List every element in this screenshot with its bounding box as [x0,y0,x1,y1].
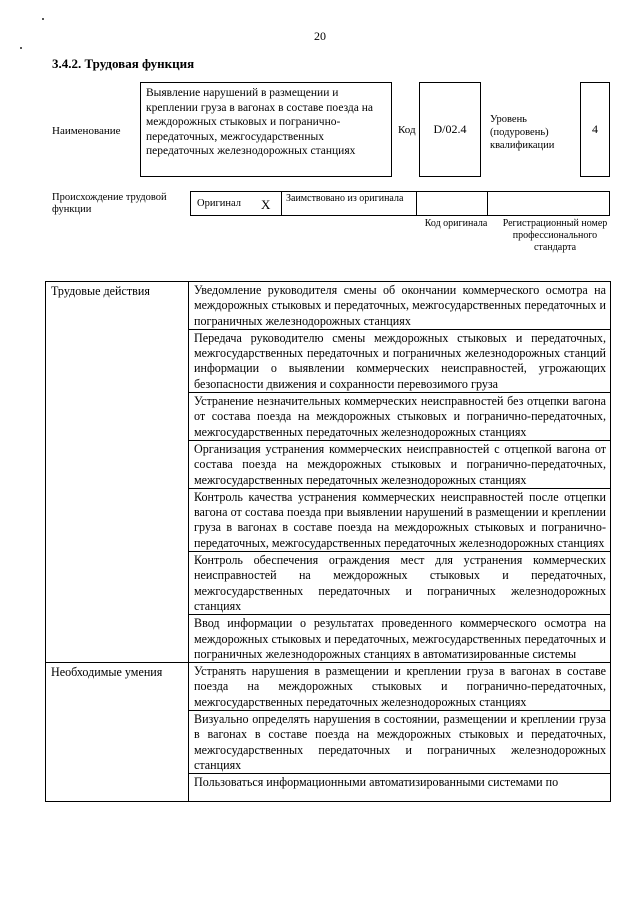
caption-original-code: Код оригинала [424,218,488,229]
item-cell: Пользоваться информационными автоматизированными системами по [189,774,611,802]
item-cell: Ввод информации о результатах проведенного коммерческого осмотра на междорожных стыковых и передаточных, межгосударственных передаточных и пограничных железнодорожных станциях в автоматизированные системы [189,615,611,663]
item-cell: Контроль обеспечения ограждения мест для устранения коммерческих неисправностей на междорожных стыковых и передаточных, межгосударственных передаточных и пограничных железнодорожных станциях [189,552,611,615]
scan-speck [42,18,44,20]
registration-number-cell [487,191,610,216]
item-cell: Устранение незначительных коммерческих неисправностей без отцепки вагона от состава поезда на междорожных стыковых и погранично-передаточных, межгосударственных передаточных железнодорожных станциях [189,393,611,441]
original-code-cell [416,191,488,216]
section-heading: 3.4.2. Трудовая функция [52,56,195,71]
table-row [46,282,611,330]
original-cell [190,191,282,216]
original-label: Оригинал [197,198,241,209]
origin-label: Происхождение трудовой функции [52,192,167,215]
item-cell: Организация устранения коммерческих неисправностей с отцепкой вагона от состава поезда на междорожных стыковых и погранично-передаточных, межгосударственных передаточных железнодорожных станциях [189,440,611,488]
function-name-box: Выявление нарушений в размещении и креплении груза в вагонах в составе поезда на междорожных стыковых и пограничнo-передаточных, межгосударственных передаточных железнодорожных станциях [140,82,392,177]
code-label: Код [398,124,416,136]
item-cell: Контроль качества устранения коммерческих неисправностей после отцепки вагона от состава поезда при выявлении нарушений в размещении и креплении груза в вагонах в составе поезда на междорожных стыковых и погранично-передаточных, межгосударственных передаточных железнодорожных станциях [189,488,611,551]
original-mark: X [261,197,271,212]
category-cell: Трудовые действия [46,282,189,663]
level-label: Уровень (подуровень) квалификации [490,114,555,151]
scan-speck [20,47,22,49]
category-cell: Необходимые умения [46,663,189,802]
item-cell: Устранять нарушения в размещении и креплении груза в вагонах в составе поезда на междорожных стыковых и погранично-передаточных, межгосударственных передаточных железнодорожных станциях [189,663,611,711]
code-value-box: D/02.4 [419,82,481,177]
labor-function-table [45,281,611,802]
item-cell: Передача руководителю смены междорожных стыковых и передаточных, межгосударственных передаточных и пограничных железнодорожных станций информации о выявлении коммерческих неисправностей, угрожающих безопасности движения и сохранности перевозимого груза [189,329,611,392]
item-cell: Визуально определять нарушения в состоянии, размещении и креплении груза в вагонах в составе поезда на междорожных стыковых и передаточных, межгосударственных передаточных и пограничных железнодорожных станциях [189,711,611,774]
name-label: Наименование [52,125,121,137]
borrowed-cell: Заимствовано из оригинала [281,191,417,216]
caption-registration-number: Регистрационный номер профессионального стандарта [502,218,608,253]
origin-row [190,191,610,216]
item-cell: Уведомление руководителя смены об окончании коммерческого осмотра на междорожных стыковых и передаточных, межгосударственных передаточных и пограничных железнодорожных станциях [189,282,611,330]
page-number: 20 [314,29,326,43]
level-value-box: 4 [580,82,610,177]
table-row [46,663,611,711]
